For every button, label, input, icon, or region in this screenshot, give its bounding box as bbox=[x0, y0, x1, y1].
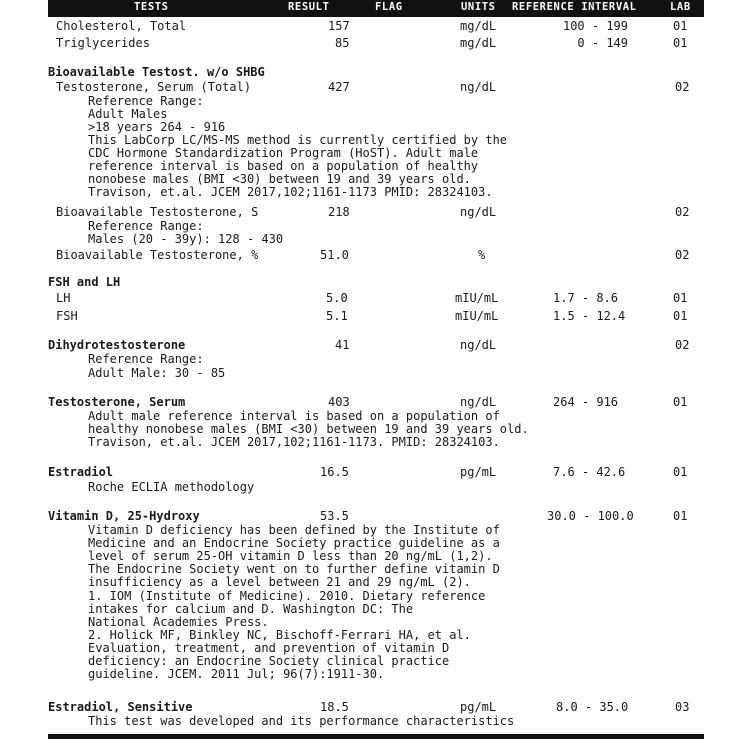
note-line: Reference Range: bbox=[88, 219, 204, 233]
note-line: Medicine and an Endocrine Society practice guideline as a bbox=[88, 536, 500, 550]
header-tests: TESTS bbox=[134, 1, 169, 13]
note-line: National Academies Press. bbox=[88, 615, 269, 629]
header-flag: FLAG bbox=[375, 1, 403, 13]
test-units: ng/dL bbox=[460, 338, 497, 352]
note-line: This LabCorp LC/MS-MS method is currently certified by the bbox=[88, 133, 508, 147]
test-lab: 01 bbox=[673, 465, 688, 479]
test-name: Dihydrotestosterone bbox=[48, 338, 186, 352]
test-reference-interval: 264 - 916 bbox=[553, 395, 619, 409]
header-lab: LAB bbox=[670, 1, 691, 13]
table-header bbox=[48, 0, 704, 17]
test-units: ng/dL bbox=[460, 395, 497, 409]
bottom-rule bbox=[48, 734, 704, 739]
test-result: 157 bbox=[328, 19, 350, 33]
test-reference-interval: 7.6 - 42.6 bbox=[553, 465, 626, 479]
test-result: 41 bbox=[335, 338, 350, 352]
section-title: FSH and LH bbox=[48, 275, 121, 289]
note-line: >18 years 264 - 916 bbox=[88, 120, 226, 134]
test-units: ng/dL bbox=[460, 80, 497, 94]
test-result: 5.0 bbox=[326, 291, 348, 305]
test-units: mIU/mL bbox=[455, 291, 499, 305]
note-line: Males (20 - 39y): 128 - 430 bbox=[88, 232, 284, 246]
test-result: 16.5 bbox=[320, 465, 349, 479]
note-line: Reference Range: bbox=[88, 94, 204, 108]
test-lab: 02 bbox=[675, 248, 690, 262]
note-line: guideline. JCEM. 2011 Jul; 96(7):1911-30. bbox=[88, 667, 385, 681]
test-reference-interval: 1.5 - 12.4 bbox=[553, 309, 626, 323]
test-result: 53.5 bbox=[320, 509, 349, 523]
test-name: Bioavailable Testosterone, % bbox=[56, 248, 259, 262]
test-units: mg/dL bbox=[460, 19, 497, 33]
test-name: Cholesterol, Total bbox=[56, 19, 187, 33]
test-name: Triglycerides bbox=[56, 36, 150, 50]
test-result: 18.5 bbox=[320, 700, 349, 714]
test-units: mg/dL bbox=[460, 36, 497, 50]
note-line: Roche ECLIA methodology bbox=[88, 480, 255, 494]
test-lab: 01 bbox=[673, 291, 688, 305]
test-name: Estradiol bbox=[48, 465, 114, 479]
test-units: % bbox=[478, 248, 486, 262]
note-line: Travison, et.al. JCEM 2017,102;1161-1173. PMID: 28324103. bbox=[88, 435, 500, 449]
test-name: LH bbox=[56, 291, 71, 305]
test-lab: 02 bbox=[675, 205, 690, 219]
note-line: insufficiency as a level between 21 and 29 ng/mL (2). bbox=[88, 575, 471, 589]
note-line: Adult Male: 30 - 85 bbox=[88, 366, 226, 380]
test-reference-interval: 1.7 - 8.6 bbox=[553, 291, 619, 305]
test-reference-interval: 0 - 149 bbox=[577, 36, 628, 50]
note-line: This test was developed and its performance characteristics bbox=[88, 714, 515, 728]
note-line: Adult Males bbox=[88, 107, 168, 121]
test-result: 427 bbox=[328, 80, 350, 94]
test-name: Bioavailable Testosterone, S bbox=[56, 205, 259, 219]
note-line: reference interval is based on a population of healthy bbox=[88, 159, 479, 173]
test-result: 5.1 bbox=[326, 309, 348, 323]
note-line: The Endocrine Society went on to further define vitamin D bbox=[88, 562, 500, 576]
test-name: FSH bbox=[56, 309, 78, 323]
header-units: UNITS bbox=[461, 1, 496, 13]
note-line: Travison, et.al. JCEM 2017,102;1161-1173 PMID: 28324103. bbox=[88, 185, 493, 199]
test-lab: 01 bbox=[673, 395, 688, 409]
note-line: deficiency: an Endocrine Society clinical practice bbox=[88, 654, 450, 668]
note-line: level of serum 25-OH vitamin D less than 20 ng/mL (1,2). bbox=[88, 549, 493, 563]
note-line: Reference Range: bbox=[88, 352, 204, 366]
test-result: 218 bbox=[328, 205, 350, 219]
test-name: Vitamin D, 25-Hydroxy bbox=[48, 509, 200, 523]
test-lab: 02 bbox=[675, 338, 690, 352]
test-units: pg/mL bbox=[460, 465, 497, 479]
note-line: 1. IOM (Institute of Medicine). 2010. Dietary reference bbox=[88, 589, 486, 603]
header-reference-interval: REFERENCE INTERVAL bbox=[512, 1, 637, 13]
section-title: Bioavailable Testost. w/o SHBG bbox=[48, 65, 265, 79]
test-lab: 01 bbox=[673, 19, 688, 33]
note-line: intakes for calcium and D. Washington DC: The bbox=[88, 602, 414, 616]
test-lab: 01 bbox=[673, 309, 688, 323]
test-reference-interval: 30.0 - 100.0 bbox=[547, 509, 634, 523]
test-reference-interval: 8.0 - 35.0 bbox=[556, 700, 629, 714]
test-result: 403 bbox=[328, 395, 350, 409]
test-lab: 01 bbox=[673, 509, 688, 523]
test-name: Estradiol, Sensitive bbox=[48, 700, 193, 714]
test-name: Testosterone, Serum bbox=[48, 395, 186, 409]
test-units: ng/dL bbox=[460, 205, 497, 219]
note-line: healthy nonobese males (BMI <30) between 19 and 39 years old. bbox=[88, 422, 529, 436]
test-name: Testosterone, Serum (Total) bbox=[56, 80, 252, 94]
test-lab: 01 bbox=[673, 36, 688, 50]
header-result: RESULT bbox=[288, 1, 330, 13]
test-result: 85 bbox=[335, 36, 350, 50]
note-line: nonobese males (BMI <30) between 19 and 39 years old. bbox=[88, 172, 471, 186]
test-units: mIU/mL bbox=[455, 309, 499, 323]
test-units: pg/mL bbox=[460, 700, 497, 714]
test-result: 51.0 bbox=[320, 248, 349, 262]
test-lab: 02 bbox=[675, 80, 690, 94]
test-reference-interval: 100 - 199 bbox=[562, 19, 628, 33]
note-line: Evaluation, treatment, and prevention of vitamin D bbox=[88, 641, 450, 655]
test-lab: 03 bbox=[675, 700, 690, 714]
note-line: Adult male reference interval is based on a population of bbox=[88, 409, 500, 423]
note-line: 2. Holick MF, Binkley NC, Bischoff-Ferrari HA, et al. bbox=[88, 628, 471, 642]
note-line: CDC Hormone Standardization Program (HoST). Adult male bbox=[88, 146, 479, 160]
note-line: Vitamin D deficiency has been defined by the Institute of bbox=[88, 523, 500, 537]
